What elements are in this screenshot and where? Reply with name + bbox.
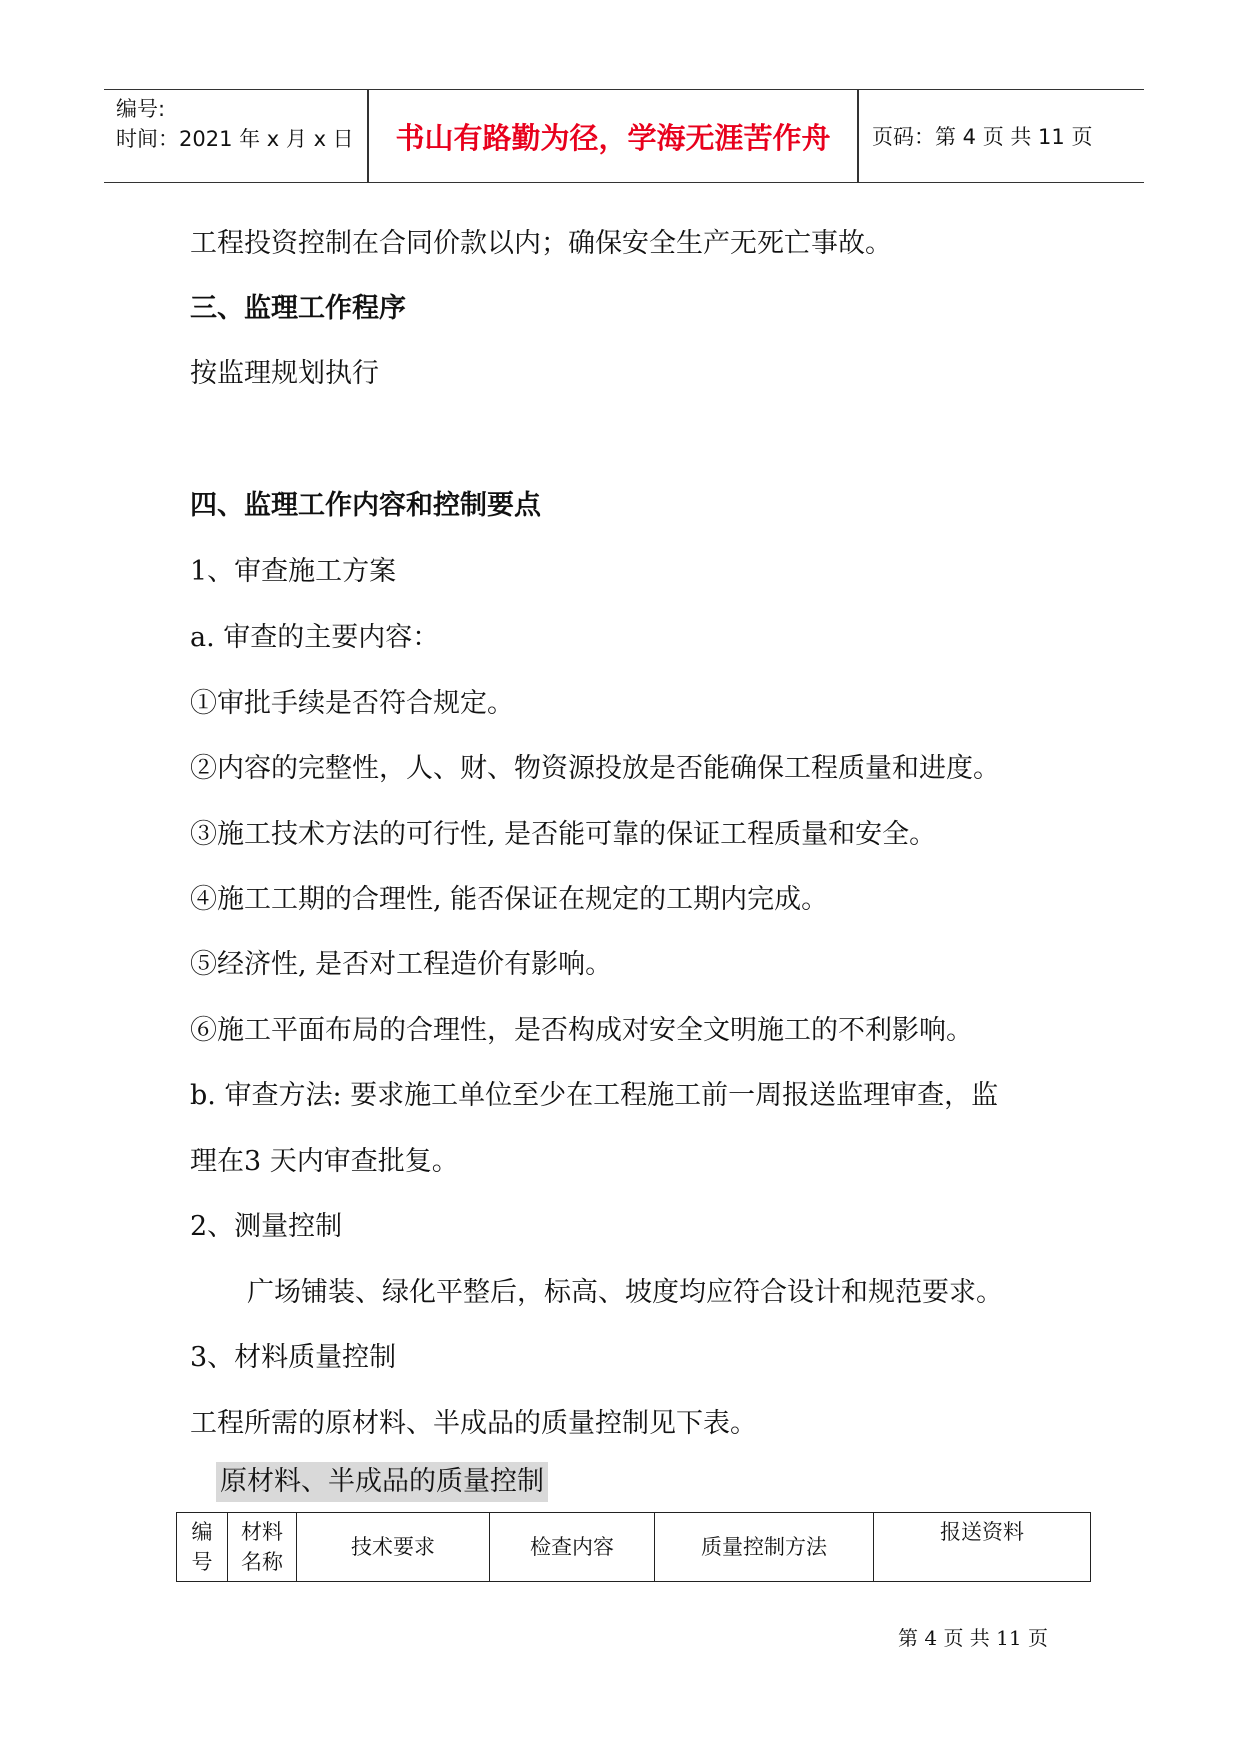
header-time-label: 时间：2021 年 x 月 x 日 [116, 127, 354, 151]
quality-control-table [176, 1512, 1091, 1582]
body-paragraph: 广场铺装、绿化平整后，标高、坡度均应符合设计和规范要求。 [247, 1277, 1003, 1308]
section-heading: 三、监理工作程序 [190, 293, 406, 324]
header-motto: 书山有路勤为径，学海无涯苦作舟 [395, 120, 831, 155]
col-header-technical-requirements: 技术要求 [297, 1513, 490, 1582]
list-item: ②内容的完整性，人、财、物资源投放是否能确保工程质量和进度。 [190, 753, 1000, 784]
list-item: ④施工工期的合理性, 能否保证在规定的工期内完成。 [190, 884, 829, 915]
body-paragraph: b. 审查方法: 要求施工单位至少在工程施工前一周报送监理审查，监 [190, 1080, 999, 1111]
list-item: ⑥施工平面布局的合理性，是否构成对安全文明施工的不利影响。 [190, 1015, 973, 1046]
col-header-inspection-content: 检查内容 [490, 1513, 655, 1582]
table-caption: 原材料、半成品的质量控制 [216, 1462, 548, 1502]
page-footer: 第 4 页 共 11 页 [898, 1626, 1048, 1650]
col-header-material-name: 材料 名称 [228, 1513, 297, 1582]
header-page-number: 页码：第 4 页 共 11 页 [872, 125, 1093, 149]
list-item: ③施工技术方法的可行性, 是否能可靠的保证工程质量和安全。 [190, 819, 937, 850]
body-paragraph: 理在3 天内审查批复。 [190, 1146, 459, 1177]
body-paragraph: 工程投资控制在合同价款以内；确保安全生产无死亡事故。 [190, 228, 892, 259]
col-header-number: 编 号 [177, 1513, 228, 1582]
header-number-label: 编号: [116, 97, 166, 121]
col-header-submitted-documents: 报送资料 [874, 1513, 1091, 1582]
header-meta [116, 94, 354, 154]
table-header-row [177, 1513, 1091, 1582]
subsection-heading: 1、审查施工方案 [190, 556, 397, 587]
header-divider [857, 90, 859, 182]
subsection-heading: 2、测量控制 [190, 1211, 343, 1242]
col-header-quality-control-method: 质量控制方法 [655, 1513, 874, 1582]
list-item: ①审批手续是否符合规定。 [190, 688, 514, 719]
section-heading: 四、监理工作内容和控制要点 [190, 490, 541, 521]
body-paragraph: a. 审查的主要内容： [190, 622, 440, 653]
body-paragraph: 工程所需的原材料、半成品的质量控制见下表。 [190, 1408, 757, 1439]
page-header [104, 89, 1144, 183]
list-item: ⑤经济性, 是否对工程造价有影响。 [190, 949, 613, 980]
body-paragraph: 按监理规划执行 [190, 358, 379, 389]
subsection-heading: 3、材料质量控制 [190, 1342, 397, 1373]
